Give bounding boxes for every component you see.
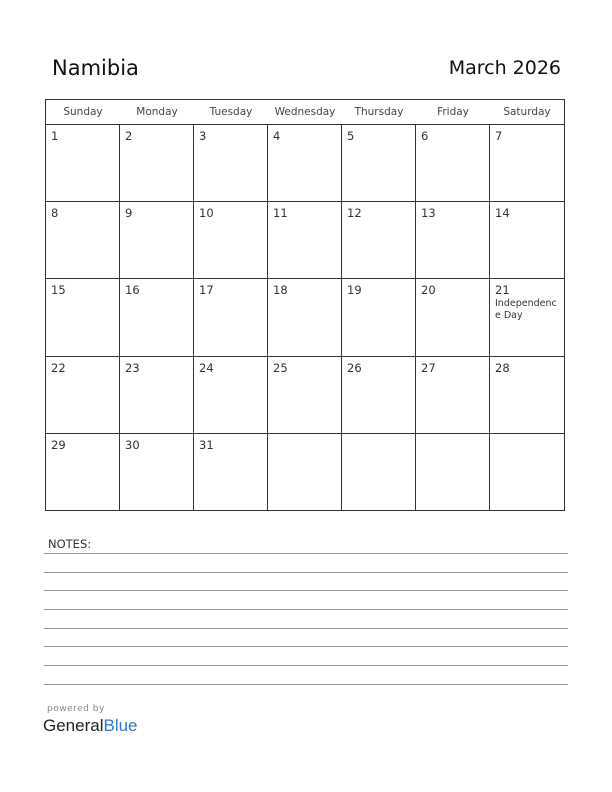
day-cell (268, 279, 342, 356)
day-cell (416, 357, 490, 434)
day-cell (416, 202, 490, 279)
day-cell (120, 357, 194, 434)
weekday-tuesday: Tuesday (209, 106, 253, 118)
day-cell (194, 357, 268, 434)
calendar-month-year: March 2026 (448, 57, 561, 79)
note-line (44, 628, 568, 629)
day-number: 4 (273, 129, 281, 143)
day-cell (194, 279, 268, 356)
day-number: 23 (125, 360, 140, 375)
day-number: 8 (51, 206, 59, 221)
day-cell (342, 202, 416, 279)
calendar-country-title: Namibia (52, 56, 139, 80)
note-line (44, 646, 568, 647)
day-cell (342, 125, 416, 202)
day-cell (268, 434, 342, 511)
day-number: 25 (273, 360, 288, 375)
day-number: 7 (495, 129, 503, 143)
day-number: 10 (199, 206, 214, 221)
day-number: 13 (421, 206, 436, 221)
day-cell (490, 279, 564, 356)
weekday-wednesday: Wednesday (274, 106, 336, 118)
day-number: 14 (495, 206, 510, 221)
day-cell (416, 125, 490, 202)
day-number: 11 (273, 206, 288, 221)
day-cell (490, 202, 564, 279)
note-line (44, 684, 568, 685)
weekday-header-row (46, 100, 564, 125)
calendar-days (46, 125, 564, 511)
note-line (44, 572, 568, 573)
weekday-saturday: Saturday (503, 106, 551, 118)
day-number: 22 (51, 360, 66, 375)
calendar-grid (45, 99, 565, 511)
day-cell (120, 279, 194, 356)
day-number: 15 (51, 283, 66, 298)
day-number: 18 (273, 283, 288, 298)
day-cell (490, 434, 564, 511)
day-cell (194, 125, 268, 202)
day-cell (342, 279, 416, 356)
note-line (44, 553, 568, 554)
weekday-friday: Friday (437, 106, 469, 118)
day-cell (268, 125, 342, 202)
day-number: 29 (51, 437, 66, 452)
day-number: 26 (347, 360, 362, 375)
day-cell (46, 357, 120, 434)
day-cell (416, 434, 490, 511)
logo-text-blue: Blue (103, 716, 138, 735)
note-line (44, 609, 568, 610)
weekday-monday: Monday (136, 106, 178, 118)
day-number: 21 (495, 283, 510, 298)
day-cell (46, 202, 120, 279)
day-cell (120, 434, 194, 511)
day-number: 20 (421, 283, 436, 298)
logo-text-general: General (43, 716, 104, 735)
day-number: 19 (347, 283, 362, 298)
day-number: 31 (199, 437, 214, 452)
day-cell (46, 279, 120, 356)
day-number: 6 (421, 129, 429, 143)
day-cell (46, 125, 120, 202)
day-number: 27 (421, 360, 436, 375)
day-number: 2 (125, 129, 133, 143)
day-number: 16 (125, 283, 140, 298)
weekday-sunday: Sunday (63, 106, 103, 118)
day-number: 9 (125, 206, 133, 221)
note-line (44, 590, 568, 591)
day-cell (416, 279, 490, 356)
day-number: 1 (51, 129, 59, 143)
day-number: 3 (199, 129, 207, 143)
day-number: 5 (347, 129, 355, 143)
day-number: 30 (125, 437, 140, 452)
day-number: 28 (495, 360, 510, 375)
day-number: 24 (199, 360, 214, 375)
day-cell (194, 434, 268, 511)
day-cell (46, 434, 120, 511)
holiday-label: Independence Day (495, 298, 557, 322)
note-line (44, 665, 568, 666)
day-cell (120, 202, 194, 279)
day-cell (268, 202, 342, 279)
generalblue-logo (43, 716, 138, 736)
notes-label: NOTES: (48, 537, 92, 551)
day-cell (120, 125, 194, 202)
weekday-thursday: Thursday (354, 106, 404, 118)
day-cell (342, 357, 416, 434)
day-cell (490, 357, 564, 434)
day-cell (194, 202, 268, 279)
day-cell (342, 434, 416, 511)
powered-by-text: powered by (47, 704, 105, 714)
day-cell (490, 125, 564, 202)
day-cell (268, 357, 342, 434)
day-number: 12 (347, 206, 362, 221)
day-number: 17 (199, 283, 214, 298)
